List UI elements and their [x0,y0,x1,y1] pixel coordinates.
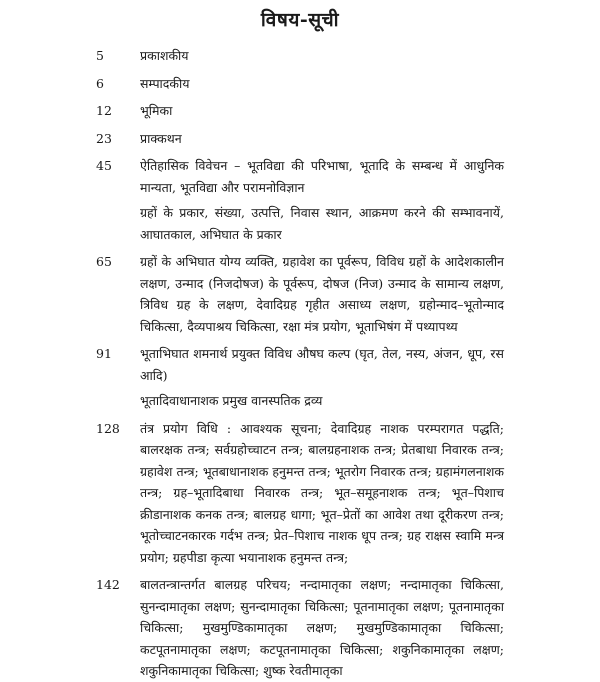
toc-entry [0,155,600,198]
toc-entry [0,418,600,569]
toc-entry-text: ग्रहों के प्रकार, संख्या, उत्पत्ति, निवास स्थान, आक्रमण करने की सम्भावनायें, आघातकाल, अभिघात के प्रकार [140,205,504,242]
toc-page-number: 65 [96,254,112,269]
toc-page-number: 91 [96,346,112,361]
toc-page-number: 12 [96,103,112,118]
toc-entry [0,390,600,412]
toc-entry [0,574,600,682]
toc-page-number: 5 [96,48,104,63]
toc-entry-text: प्रकाशकीय [140,48,189,63]
toc-entry-text: सम्पादकीय [140,75,190,91]
toc-entry-text: प्राक्कथन [140,130,182,146]
page-title: विषय-सूची [260,9,340,31]
toc-entry-text: भूमिका [140,103,173,118]
toc-entry [0,202,600,245]
toc-entry-text: बालतन्त्रान्तर्गत बालग्रह परिचय; नन्दामातृका लक्षण; नन्दामातृका चिकित्सा, सुनन्दामातृका लक्षण; सुनन्दामातृका चिकित्सा; पूतनामातृका लक्षण; पूतनामातृका चिकित्सा; मुखमुण्डिकामातृका लक्षण; मुखमुण्डिकामातृका चिकित्सा; कटपूतनामातृका लक्षण; कटपूतनामातृका चिकित्सा; शकुनिकामातृका लक्षण; शकुनिकामातृका चिकित्सा; शुष्क रेवतीमातृका [140,577,504,678]
toc-entry [0,73,600,95]
table-of-contents [0,45,600,682]
toc-page-number: 45 [96,158,112,173]
toc-entry [0,128,600,150]
toc-entry-text: तंत्र प्रयोग विधि : आवश्यक सूचना; देवादिग्रह नाशक परम्परागत पद्धति; बालरक्षक तन्त्र; सर्वग्रहोच्चाटन तन्त्र; बालग्रहनाशक तन्त्र; प्रेतबाधा निवारक तन्त्र; ग्रहावेश तन्त्र; भूतबाधानाशक हनुमन्त तन्त्र; भूतरोग निवारक तन्त्र; ग्रहामंगलनाशक तन्त्र; ग्रह–भूतादिबाधा निवारक तन्त्र; भूत–समूहनाशक तन्त्र; भूत–पिशाच क्रीडानाशक कनक तन्त्र; बालग्रह धागा; भूत–प्रेतों का आवेश तथा दूरीकरण तन्त्र; भूतोच्चाटनकारक गर्दभ तन्त्र; प्रेत–पिशाच नाशक धूप तन्त्र; ग्रह राक्षस स्वामि मन्त्र प्रयोग; ग्रहपीडा कृत्या भयानाशक हनुमन्त तन्त्र; [140,420,504,565]
toc-entry [0,45,600,67]
toc-entry-text: भूतादिवाधानाशक प्रमुख वानस्पतिक द्रव्य [140,393,323,408]
toc-page-number: 6 [96,75,104,91]
toc-entry [0,251,600,337]
toc-page-number: 142 [96,577,120,592]
toc-entry [0,343,600,386]
toc-entry [0,100,600,122]
toc-entry-text: ग्रहों के अभिघात योग्य व्यक्ति, ग्रहावेश का पूर्वरूप, विविध ग्रहों के आदेशकालीन लक्षण, उन्माद (निजदोषज) के पूर्वरूप, दोषज (निज) उन्माद के सामान्य लक्षण, त्रिविध ग्रह के लक्षण, देवादिग्रह गृहीत असाध्य लक्षण, ग्रहोन्माद–भूतोन्माद चिकित्सा, दैव्यपाश्रय चिकित्सा, रक्षा मंत्र प्रयोग, भूताभिषंग में पथ्यापथ्य [140,254,504,334]
toc-entry-text: भूताभिघात शमनार्थ प्रयुक्त विविध औषघ कल्प (घृत, तेल, नस्य, अंजन, धूप, रस आदि) [140,346,504,383]
toc-page-number: 128 [96,420,120,436]
toc-entry-text: ऐतिहासिक विवेचन – भूतविद्या की परिभाषा, भूतादि के सम्बन्ध में आधुनिक मान्यता, भूतविद्या और परामनोविज्ञान [140,158,504,195]
toc-page-number: 23 [96,130,112,146]
